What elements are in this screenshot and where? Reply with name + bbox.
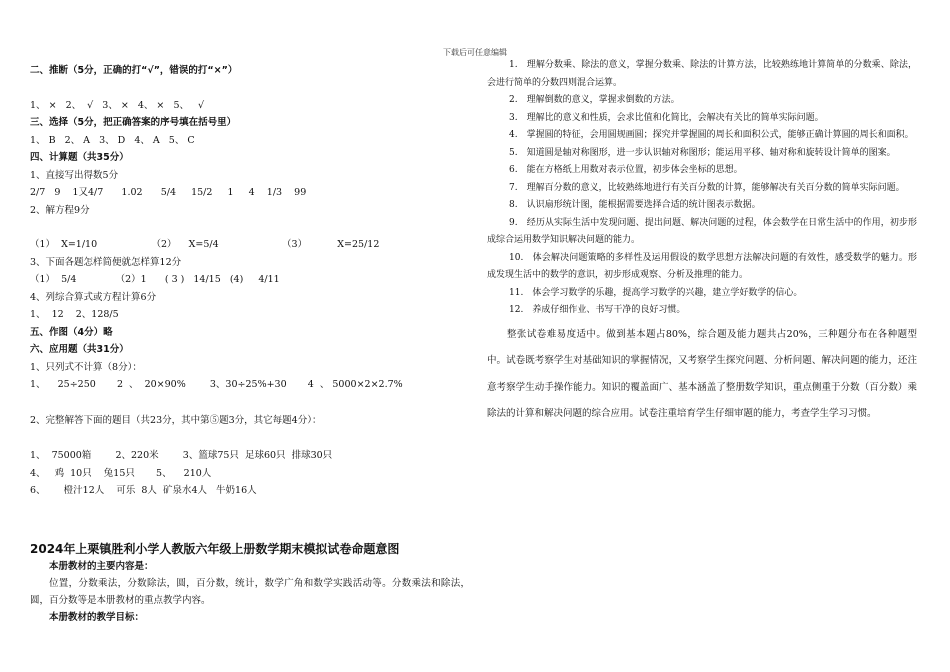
objective-item: 12. 养成仔细作业、书写干净的良好习惯。 xyxy=(509,305,686,315)
objective-item: 3. 理解比的意义和性质，会求比值和化简比，会解决有关比的简单实际问题。 xyxy=(509,112,824,123)
objective-item: 5. 知道圆是轴对称图形，进一步认识轴对称图形；能运用平移、轴对称和旋转设计简单的图案。 xyxy=(509,147,896,158)
objective-item: 4. 掌握圆的特征，会用圆规画圆；探究并掌握圆的周长和面积公式，能够正确计算圆的周长和面积。 xyxy=(509,130,914,140)
section-2-answers: 1、 × 2、 √ 3、 × 4、 × 5、 √ xyxy=(30,99,205,111)
goals-heading: 本册教材的教学目标： xyxy=(49,611,145,623)
objective-item: 11. 体会学习数学的乐趣，提高学习数学的兴趣，建立学好数学的信心。 xyxy=(509,287,803,298)
section-4-q3: 3、下面各题怎样简便就怎样算12分 xyxy=(30,256,182,268)
section-4-q2-answers: （1） X=1/10 （2） X=5/4 （3） X=25/12 xyxy=(30,239,380,250)
objective-item: 6. 能在方格纸上用数对表示位置，初步体会坐标的思想。 xyxy=(509,165,743,175)
content-heading: 本册教材的主要内容是： xyxy=(49,560,154,572)
section-4-q2: 2、解方程9分 xyxy=(30,204,90,216)
section-6-q1-answers: 1、 25÷250 2 、 20×90% 3、30÷25%+30 4 、 5000×2×2.7% xyxy=(30,379,403,390)
objective-item: 2. 理解倒数的意义，掌握求倒数的方法。 xyxy=(509,95,680,105)
section-4-q4-answers: 1、 12 2、128/5 xyxy=(30,309,119,320)
section-5-title: 五、作图（4分）略 xyxy=(30,326,113,338)
objective-item: 10. 体会解决问题策略的多样性及运用假设的数学思想方法解决问题的有效性，感受数学的魅力。形成发现生活中的数学的意识，初步形成观察、分析及推理的能力。 xyxy=(487,252,917,280)
objective-item: 8. 认识扇形统计图，能根据需要选择合适的统计图表示数据。 xyxy=(509,200,761,210)
objectives-column xyxy=(487,57,917,437)
section-6-q2: 2、完整解答下面的题目（共23分，其中第⑤题3分，其它每题4分）： xyxy=(30,414,322,426)
section-3-title: 三、选择（5分，把正确答案的序号填在括号里） xyxy=(30,117,237,128)
objective-item: 9. 经历从实际生活中发现问题、提出问题、解决问题的过程，体会数学在日常生活中的作用，初步形成综合运用数学知识解决问题的能力。 xyxy=(487,217,917,245)
section-4-q1: 1、直接写出得数5分 xyxy=(30,169,119,181)
intent-title: 2024年上栗镇胜利小学人教版六年级上册数学期末模拟试卷命题意图 xyxy=(30,541,400,556)
section-4-title: 四、计算题（共35分） xyxy=(30,152,129,163)
section-6-q1: 1、只列式不计算（8分）： xyxy=(30,361,142,373)
section-3-answers: 1、 B 2、 A 3、 D 4、 A 5、 C xyxy=(30,134,195,146)
summary-paragraph: 整张试卷难易度适中。做到基本题占80%，综合题及能力题共占20%，三种题分布在各种题型中。试卷既考察学生对基础知识的掌握情况，又考察学生探究问题、分析问题、解决问题的能力，还注意考察学生动手操作能力。知识的覆盖面广、基本涵盖了整册数学知识，重点侧重于分数（百分数）乘除法的计算和解决问题的综合应用。试卷注重培育学生仔细审题的能力，考查学生学习习惯。 xyxy=(487,328,917,419)
section-2-title: 二、推断（5分，正确的打“√”，错误的打“×”） xyxy=(30,65,238,76)
section-6-q2-answers-3: 6、 橙汁12人 可乐 8人 矿泉水4人 牛奶16人 xyxy=(30,485,257,496)
section-6-title: 六、应用题（共31分） xyxy=(30,344,129,355)
content-text: 位置，分数乘法，分数除法，圆，百分数，统计，数学广角和数学实践活动等。分数乘法和除法，圆，百分数等是本册教材的重点教学内容。 xyxy=(30,577,470,606)
objective-item: 1. 理解分数乘、除法的意义，掌握分数乘、除法的计算方法，比较熟练地计算简单的分数乘、除法，会进行简单的分数四则混合运算。 xyxy=(487,60,917,88)
objective-item: 7. 理解百分数的意义，比较熟练地进行有关百分数的计算，能够解决有关百分数的简单实际问题。 xyxy=(509,182,905,193)
section-4-q3-answers: （1） 5/4 （2）1 ( 3 ) 14/15 (4) 4/11 xyxy=(30,274,280,285)
header-note: 下载后可任意编辑 xyxy=(443,48,507,57)
section-4-q1-answers: 2/7 9 1又4/7 1.02 5/4 15/2 1 4 1/3 99 xyxy=(30,187,307,198)
section-6-q2-answers-1: 1、 75000箱 2、220米 3、篮球75只 足球60只 排球30只 xyxy=(30,450,333,461)
section-4-q4: 4、列综合算式或方程计算6分 xyxy=(30,291,157,303)
section-6-q2-answers-2: 4、 鸡 10只 兔15只 5、 210人 xyxy=(30,467,212,479)
answer-key-column xyxy=(30,62,470,626)
